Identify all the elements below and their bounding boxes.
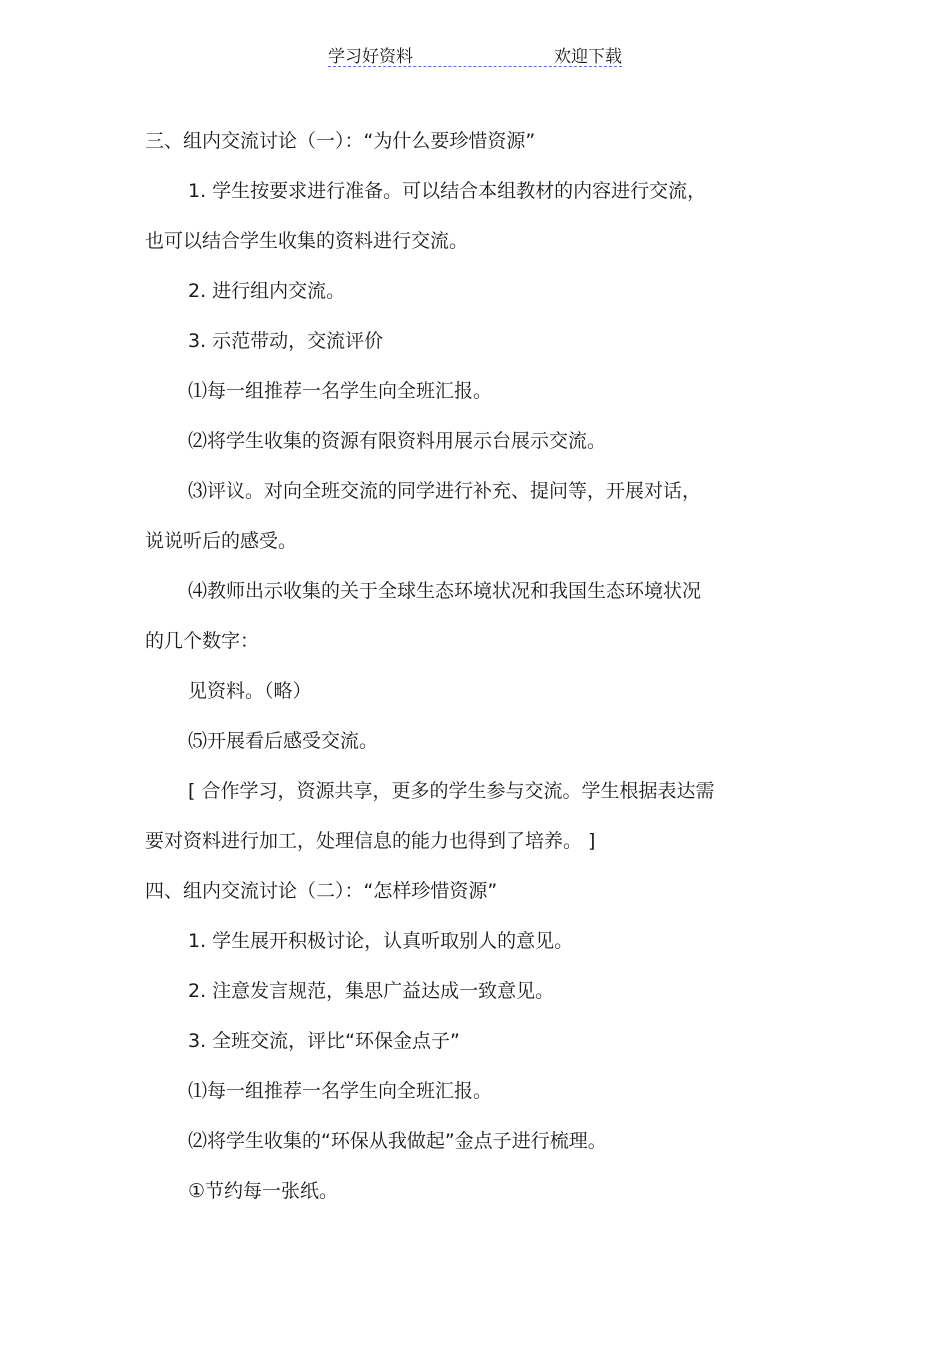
header-right-text: 欢迎下载: [554, 47, 622, 67]
section-heading-4: 四、组内交流讨论（二）：“怎样珍惜资源”: [145, 880, 498, 902]
paragraph-line: [ 合作学习，资源共享，更多的学生参与交流。学生根据表达需: [188, 780, 715, 802]
paragraph-line: ①节约每一张纸。: [188, 1180, 339, 1202]
paragraph-line: 2. 注意发言规范，集思广益达成一致意见。: [188, 980, 555, 1002]
paragraph-line: ⑴每一组推荐一名学生向全班汇报。: [188, 380, 493, 402]
paragraph-line: 的几个数字：: [145, 630, 260, 652]
paragraph-line: ⑸开展看后感受交流。: [188, 730, 379, 752]
paragraph-line: 2. 进行组内交流。: [188, 280, 346, 302]
paragraph-line: 见资料。（略）: [188, 680, 312, 702]
page-header: [328, 40, 622, 67]
paragraph-line: 3. 示范带动，交流评价: [188, 330, 384, 352]
header-left-text: 学习好资料: [328, 47, 413, 67]
paragraph-line: ⑴每一组推荐一名学生向全班汇报。: [188, 1080, 493, 1102]
paragraph-line: ⑵将学生收集的资源有限资料用展示台展示交流。: [188, 430, 607, 452]
paragraph-line: 3. 全班交流，评比“环保金点子”: [188, 1030, 460, 1052]
paragraph-line: ⑷教师出示收集的关于全球生态环境状况和我国生态环境状况: [188, 580, 702, 602]
paragraph-line: 说说听后的感受。: [145, 530, 298, 552]
paragraph-line: 1. 学生按要求进行准备。可以结合本组教材的内容进行交流，: [188, 180, 707, 202]
paragraph-line: ⑵将学生收集的“环保从我做起”金点子进行梳理。: [188, 1130, 607, 1152]
paragraph-line: ⑶评议。对向全班交流的同学进行补充、提问等，开展对话，: [188, 480, 702, 502]
paragraph-line: 要对资料进行加工，处理信息的能力也得到了培养。 ]: [145, 830, 596, 852]
paragraph-line: 1. 学生展开积极讨论，认真听取别人的意见。: [188, 930, 574, 952]
section-heading-3: 三、组内交流讨论（一）：“为什么要珍惜资源”: [145, 130, 536, 152]
paragraph-line: 也可以结合学生收集的资料进行交流。: [145, 230, 469, 252]
